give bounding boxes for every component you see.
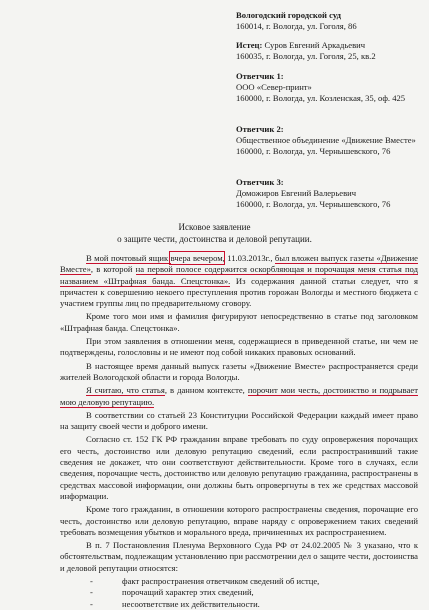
paragraph-6: В соответствии со статьей 23 Конституции Российской Федерации каждый имеет право на защиту своей чести и доброго имени. (60, 409, 418, 432)
title-line2: о защите чести, достоинства и деловой репутации. (117, 233, 312, 244)
defendant2-name: Общественное объединение «Движение Вместе» (236, 135, 416, 145)
plaintiff-block (236, 40, 422, 62)
court-address: 160014, г. Вологда, ул. Гоголя, 86 (236, 21, 357, 31)
defendant1-block (236, 71, 422, 104)
p1-text-5: , в которой (90, 264, 136, 275)
court-block (236, 10, 422, 32)
defendant3-label: Ответчик 3: (236, 177, 284, 187)
defendant2-label: Ответчик 2: (236, 124, 284, 134)
p5-underline-2: порочит мои честь, достоинство и подрывает мою деловую репутацию. (60, 385, 418, 407)
paragraph-5 (60, 385, 418, 408)
paragraph-4: В настоящее время данный выпуск газеты «Движение Вместе» распространяется среди жителей Вологодской области и города Вологды. (60, 360, 418, 382)
p1-underline-1: был вложен выпуск газеты «Движение Вместе» (60, 253, 418, 275)
paragraph-3: При этом заявления в отношении меня, содержащиеся в приведенной статье, ни чем не подтверждены, голословны и не имеют под собой никаких правовых оснований. (60, 336, 418, 358)
defendant1-address: 160000, г. Вологда, ул. Козленская, 35, оф. 425 (236, 93, 406, 103)
plaintiff-name: Суров Евгений Аркадьевич (264, 40, 366, 50)
p1-text-3: , 11.03.2013г., (222, 253, 275, 263)
defendant2-block (236, 124, 422, 157)
document-body (60, 253, 418, 610)
paragraph-2: Кроме того мои имя и фамилия фигурируют непосредственно в статье под заголовком «Штрафная банда. Спецстонка». (60, 311, 418, 333)
court-name: Вологодский городской суд (236, 10, 341, 20)
plaintiff-address: 160035, г. Вологда, ул. Гоголя, 25, кв.2 (236, 51, 376, 61)
list-item: - несоответствие их действительности. (60, 599, 418, 610)
p5-underline-1: Я считаю, что статья (86, 385, 165, 396)
paragraph-9: В п. 7 Постановления Пленума Верховного Суда РФ от 24.02.2005 № 3 указано, что к обстоятельствам, подлежащим установлению при рассмотрении дел о защите чести, достоинства и деловой репутации относятся: (60, 540, 418, 573)
p1-text-1: В мой почтовый ящик (86, 253, 171, 263)
paragraph-7: Согласно ст. 152 ГК РФ гражданин вправе требовать по суду опровержения порочащих его честь, достоинство или деловую репутацию сведений, если распространивший такие сведения не докажет, что они соответствуют действительности. Кроме того в случаях, если сведения, порочащие честь, достоинство или деловую репутацию гражданина, распространены в средствах массовой информации, они должны быть опровергнуты в тех же средствах массовой информации. (60, 434, 418, 501)
p5-text-2: , в данном контексте, (164, 385, 248, 396)
list-item: - порочащий характер этих сведений, (60, 587, 418, 598)
paragraph-8: Кроме того гражданин, в отношении которого распространены сведения, порочащие его честь, достоинство или деловую репутацию, вправе наряду с опровержением таких сведений требовать возмещения убытков и морального вреда, причиненных их распространением. (60, 504, 418, 537)
defendant3-address: 160000, г. Вологда, ул. Чернышевского, 76 (236, 199, 391, 209)
document-title (0, 222, 429, 245)
plaintiff-label: Истец: (236, 40, 263, 50)
defendant3-block (236, 177, 422, 210)
defendant1-name: ООО «Север-принт» (236, 82, 312, 92)
circumstances-list (60, 576, 418, 610)
paragraph-1 (60, 253, 418, 309)
list-item: - факт распространения ответчиком сведений об истце, (60, 576, 418, 587)
defendant3-name: Доможиров Евгений Валерьевич (236, 188, 357, 198)
p1-highlight-date: вчера вечером (170, 253, 223, 263)
defendant2-address: 160000, г. Вологда, ул. Чернышевского, 76 (236, 146, 391, 156)
title-line1: Исковое заявление (178, 222, 251, 232)
p1-underline-2: на первой полосе содержится оскорбляющая и порочащая меня статья под названием «Штрафная банда. Спецстонка». (60, 264, 418, 286)
p1-text-7: Из содержания данной статьи следует, что я причастен к совершению некоего преступления против горожан Вологды и местного бюджета с участием группы лиц по предварительному сговору. (60, 275, 418, 309)
defendant1-label: Ответчик 1: (236, 71, 284, 81)
